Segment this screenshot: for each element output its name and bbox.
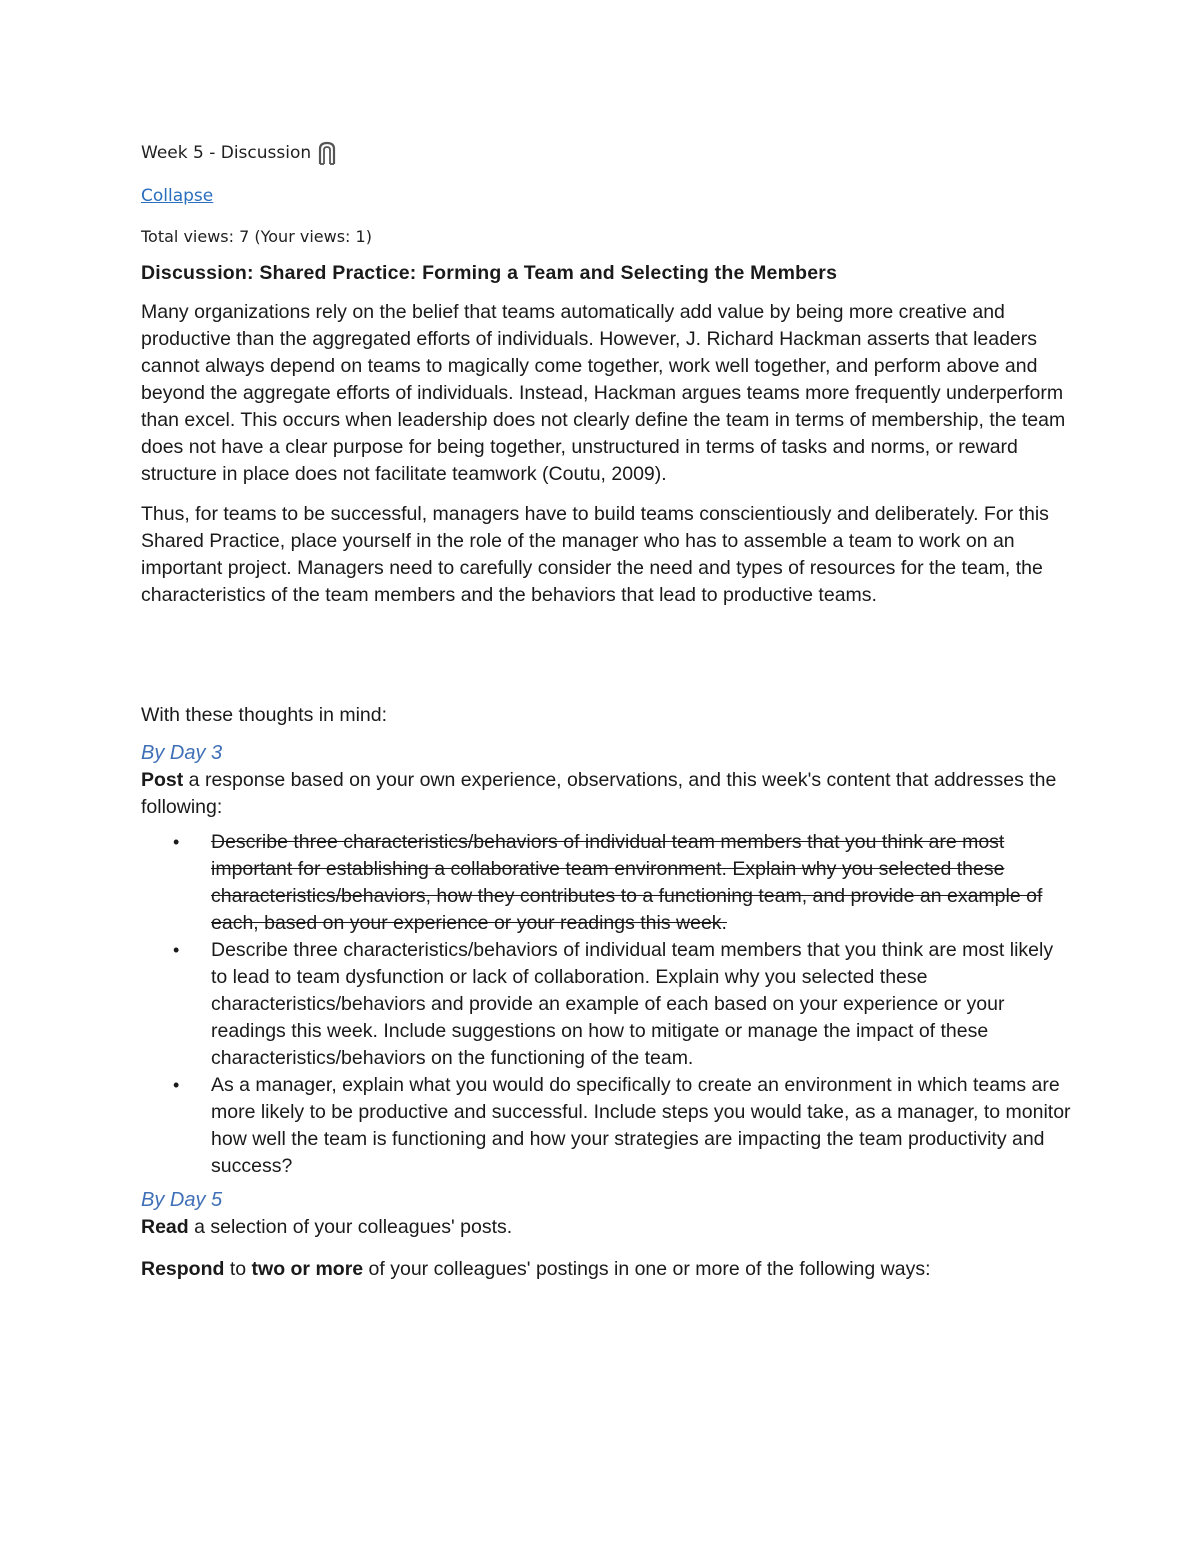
read-instructions (141, 1214, 1071, 1241)
week-title (141, 138, 1071, 168)
post-text: a response based on your own experience, observations, and this week's content that addresses the following: (141, 769, 1057, 818)
day3-heading: By Day 3 (141, 742, 223, 764)
discussion-icon (317, 140, 337, 166)
post-instructions (141, 767, 1071, 821)
list-item (173, 1072, 1071, 1180)
read-label: Read (141, 1216, 189, 1238)
context-paragraph: Thus, for teams to be successful, managers have to build teams conscientiously and deliberately. For this Shared Practice, place yourself in the role of the manager who has to assemble a team to work on an important project. Managers need to carefully consider the need and types of resources for the team, the characteristics of the team members and the behaviors that lead to productive teams. (141, 503, 1049, 606)
list-item (173, 829, 1071, 937)
intro-paragraph: Many organizations rely on the belief that teams automatically add value by being more creative and productive than the aggregated efforts of individuals. However, J. Richard Hackman asserts that leaders cannot always depend on teams to magically come together, work well together, and perform above and beyond the aggregate efforts of individuals. Instead, Hackman argues teams more frequently underperform than excel. This occurs when leadership does not clearly define the team in terms of membership, the team does not have a clear purpose for being together, unstructured in terms of tasks and norms, or reward structure in place does not facilitate teamwork (Coutu, 2009). (141, 301, 1066, 485)
week-title-text: Week 5 - Discussion (141, 143, 312, 163)
list-item-text: Describe three characteristics/behaviors of individual team members that you think are most likely to lead to team dysfunction or lack of collaboration. Explain why you selected these characteristics/behaviors and provide an example of each based on your experience or your readings this week. Include suggestions on how to mitigate or manage the impact of these characteristics/behaviors on the functioning of the team. (211, 939, 1054, 1069)
requirements-list (141, 829, 1071, 1180)
discussion-title: Discussion: Shared Practice: Forming a Team and Selecting the Members (141, 262, 838, 284)
list-item-text: As a manager, explain what you would do specifically to create an environment in which teams are more likely to be productive and successful. Include steps you would take, as a manager, to monitor how well the team is functioning and how your strategies are impacting the team productivity and success? (211, 1074, 1071, 1177)
list-item (173, 937, 1071, 1072)
respond-label: Respond (141, 1258, 225, 1280)
bullet-icon: • (173, 832, 180, 852)
respond-instructions (141, 1256, 1071, 1283)
bullet-icon: • (173, 940, 180, 960)
bullet-icon: • (173, 1075, 180, 1095)
day5-heading: By Day 5 (141, 1189, 223, 1211)
views-count: Total views: 7 (Your views: 1) (141, 227, 372, 246)
post-label: Post (141, 769, 184, 791)
thoughts-intro: With these thoughts in mind: (141, 704, 388, 726)
list-item-text: Describe three characteristics/behaviors of individual team members that you think are most important for establishing a collaborative team environment. Explain why you selected these characteristics/behaviors, how they contributes to a functioning team, and provide an example of each, based on your experience or your readings this week. (211, 831, 1043, 934)
respond-text: of your colleagues' postings in one or more of the following ways: (363, 1258, 931, 1280)
respond-mid: to (224, 1258, 252, 1280)
document-page (141, 138, 1071, 1296)
read-text: a selection of your colleagues' posts. (188, 1216, 513, 1238)
respond-count: two or more (251, 1258, 364, 1280)
collapse-link[interactable]: Collapse (141, 186, 214, 206)
